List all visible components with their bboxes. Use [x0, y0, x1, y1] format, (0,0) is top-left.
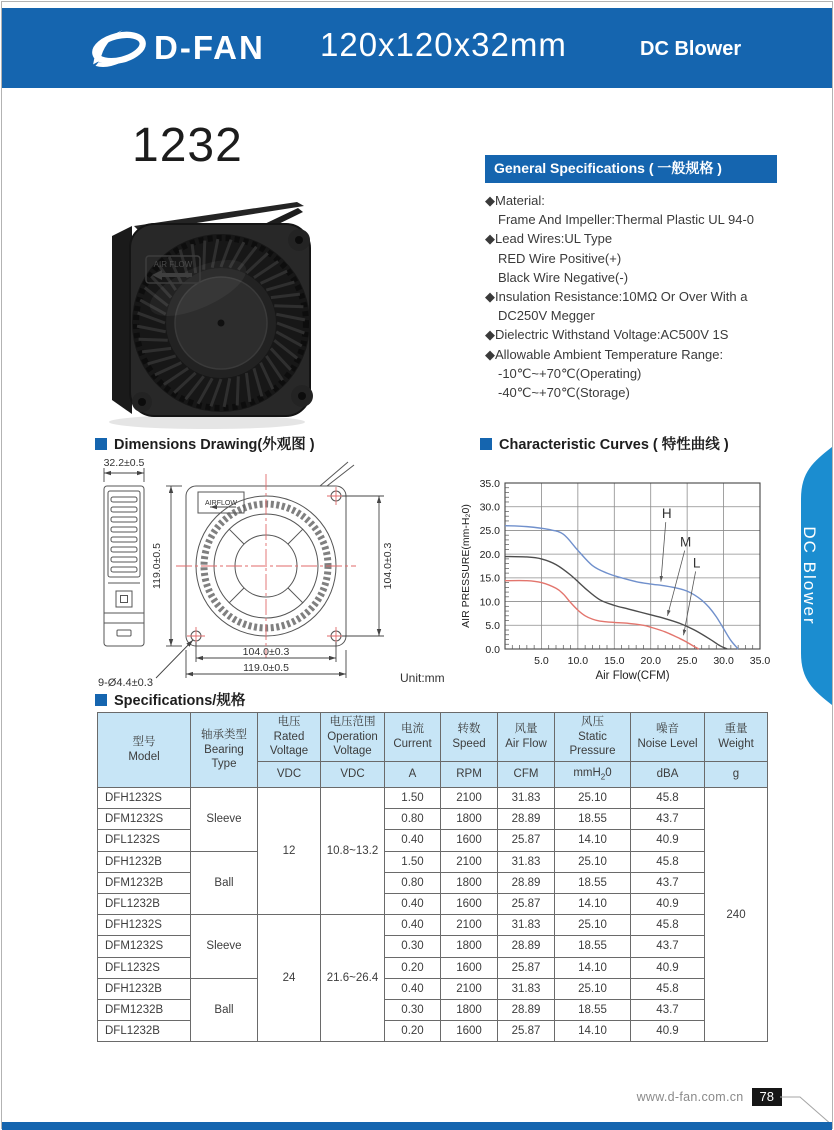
table-unit-cell: mmH$_2$0	[555, 762, 631, 788]
dim-height: 119.0±0.5	[151, 543, 163, 589]
svg-text:AIR FLOW: AIR FLOW	[153, 260, 193, 269]
table-cell: 25.87	[498, 830, 555, 851]
table-cell: 1600	[441, 1021, 498, 1042]
curve-label-H: H	[661, 506, 672, 522]
table-cell: DFM1232B	[98, 999, 191, 1020]
general-specifications-section	[485, 155, 777, 402]
table-cell: 25.87	[498, 1021, 555, 1042]
side-view	[104, 486, 144, 646]
table-cell: 0.40	[385, 978, 441, 999]
table-cell: Sleeve	[191, 788, 258, 852]
front-view	[186, 462, 354, 646]
table-cell: 0.20	[385, 1021, 441, 1042]
table-cell: 14.10	[555, 1021, 631, 1042]
table-cell: Sleeve	[191, 915, 258, 979]
model-number-title: 1232	[132, 119, 243, 172]
table-cell: 31.83	[498, 851, 555, 872]
table-cell: 25.10	[555, 915, 631, 936]
table-cell: 24	[258, 915, 321, 1042]
x-tick-label: 35.0	[749, 655, 770, 667]
product-type-label: DC Blower	[640, 38, 742, 60]
table-unit-cell: g	[705, 762, 768, 788]
curves-heading-label: Characteristic Curves ( 特性曲线 )	[499, 437, 729, 453]
table-header-row	[98, 713, 768, 762]
dimensions-section-heading	[95, 433, 315, 454]
table-cell: 14.10	[555, 830, 631, 851]
y-tick-label: 20.0	[479, 548, 500, 561]
table-row	[98, 978, 768, 999]
blade	[237, 376, 238, 405]
table-row	[98, 851, 768, 872]
page-footer	[0, 1088, 782, 1106]
spec-item: Frame And Impeller:Thermal Plastic UL 94-0	[498, 212, 755, 228]
table-cell: 14.10	[555, 957, 631, 978]
spec-item: -10℃~+70℃(Operating)	[498, 365, 642, 381]
table-cell: Ball	[191, 851, 258, 915]
curve-label-arrow-M	[667, 551, 684, 616]
table-cell: 45.8	[631, 978, 705, 999]
center-lines	[176, 474, 356, 658]
table-cell: 1.50	[385, 788, 441, 809]
general-specifications-list	[485, 191, 777, 402]
table-cell: 31.83	[498, 978, 555, 999]
table-cell: DFM1232B	[98, 872, 191, 893]
table-cell: 14.10	[555, 893, 631, 914]
table-unit-cell: RPM	[441, 762, 498, 788]
y-tick-label: 30.0	[479, 501, 500, 514]
x-tick-label: 15.0	[604, 655, 625, 667]
table-cell: 40.9	[631, 830, 705, 851]
table-cell: 1600	[441, 893, 498, 914]
website-url: www.d-fan.com.cn	[636, 1090, 744, 1104]
table-header-cell: 转数 Speed	[441, 713, 498, 762]
product-photo	[92, 196, 320, 432]
blade	[274, 306, 303, 307]
y-axis-label: AIR PRESSURE(mm-H₂0)	[460, 504, 472, 628]
table-header-cell: 重量 Weight	[705, 713, 768, 762]
table-cell: 43.7	[631, 809, 705, 830]
dimensions-drawing	[90, 452, 462, 694]
brand	[88, 26, 265, 70]
table-cell: DFM1232S	[98, 809, 191, 830]
table-cell: 12	[258, 788, 321, 915]
section-bullet-icon	[95, 438, 107, 450]
table-cell: DFH1232B	[98, 978, 191, 999]
side-tab-label: DC Blower	[800, 526, 819, 626]
table-cell: 1800	[441, 936, 498, 957]
table-cell: 0.20	[385, 957, 441, 978]
table-cell: 10.8~13.2	[321, 788, 385, 915]
chart-ticks	[505, 488, 753, 649]
table-cell: 0.40	[385, 830, 441, 851]
table-cell: 1600	[441, 957, 498, 978]
unit-label: Unit:mm	[400, 671, 445, 685]
table-cell: 2100	[441, 788, 498, 809]
table-cell: 18.55	[555, 999, 631, 1020]
spec-item: ◆Lead Wires:UL Type	[485, 231, 613, 247]
spec-item: -40℃~+70℃(Storage)	[498, 385, 630, 401]
x-tick-label: 30.0	[713, 655, 734, 667]
table-header-cell: 轴承类型 Bearing Type	[191, 713, 258, 788]
specifications-heading-label: Specifications/规格	[114, 693, 246, 709]
section-bullet-icon	[480, 438, 492, 450]
table-cell: 25.87	[498, 957, 555, 978]
chart-curves	[505, 522, 738, 649]
table-cell: 18.55	[555, 809, 631, 830]
table-unit-cell: VDC	[321, 762, 385, 788]
dim-hole-pitch-v: 104.0±0.3	[382, 542, 394, 590]
y-tick-label: 35.0	[479, 477, 500, 490]
curves-section-heading	[480, 433, 729, 454]
dim-side-width: 32.2±0.5	[103, 457, 145, 469]
dimensions-heading-label: Dimensions Drawing(外观图 )	[114, 437, 315, 453]
x-tick-label: 20.0	[640, 655, 661, 667]
table-cell: 0.30	[385, 999, 441, 1020]
brand-logo-icon	[88, 26, 150, 70]
table-header-cell: 型号 Model	[98, 713, 191, 788]
curve-H	[505, 526, 738, 649]
table-cell: 1.50	[385, 851, 441, 872]
y-tick-label: 5.0	[485, 620, 500, 633]
table-cell: 0.80	[385, 872, 441, 893]
table-cell: 25.10	[555, 788, 631, 809]
table-cell: 43.7	[631, 872, 705, 893]
table-unit-cell: A	[385, 762, 441, 788]
table-cell: 28.89	[498, 809, 555, 830]
table-cell: 0.40	[385, 893, 441, 914]
table-header-cell: 电流 Current	[385, 713, 441, 762]
curve-label-arrow-H	[661, 522, 666, 582]
spec-item: RED Wire Positive(+)	[498, 250, 622, 266]
table-cell: 25.87	[498, 893, 555, 914]
table-header-cell: 电压 Rated Voltage	[258, 713, 321, 762]
page-header	[2, 8, 832, 88]
table-cell: DFL1232B	[98, 893, 191, 914]
table-cell: 2100	[441, 851, 498, 872]
table-cell: 45.8	[631, 915, 705, 936]
bottom-accent-bar	[2, 1122, 832, 1130]
table-cell: 43.7	[631, 999, 705, 1020]
dim-width: 119.0±0.5	[243, 662, 289, 674]
table-cell: 0.30	[385, 936, 441, 957]
table-cell: 31.83	[498, 915, 555, 936]
spec-item: DC250V Megger	[498, 308, 595, 324]
dim-hole-pitch-h: 104.0±0.3	[242, 646, 290, 658]
curve-label-M: M	[680, 534, 692, 550]
x-tick-label: 5.0	[534, 655, 549, 667]
table-cell: 1800	[441, 872, 498, 893]
table-cell: DFL1232S	[98, 957, 191, 978]
table-cell: 28.89	[498, 999, 555, 1020]
table-unit-cell: dBA	[631, 762, 705, 788]
table-cell: 40.9	[631, 957, 705, 978]
spec-item: ◆Insulation Resistance:10MΩ Or Over With a	[485, 289, 748, 305]
x-axis-label: Air Flow(CFM)	[595, 670, 670, 682]
size-title: 120x120x32mm	[320, 26, 567, 63]
specifications-table	[97, 712, 768, 1042]
table-cell: 1600	[441, 830, 498, 851]
table-cell: 25.10	[555, 851, 631, 872]
blade	[139, 339, 168, 340]
table-cell: 21.6~26.4	[321, 915, 385, 1042]
table-cell: 18.55	[555, 936, 631, 957]
table-row	[98, 915, 768, 936]
spec-item: ◆Material:	[485, 193, 545, 208]
table-cell: Ball	[191, 978, 258, 1042]
table-row	[98, 788, 768, 809]
general-specifications-title: General Specifications ( 一般规格 )	[485, 155, 777, 183]
curve-label-L: L	[692, 555, 701, 571]
spec-item: Black Wire Negative(-)	[498, 269, 629, 285]
table-cell: DFL1232B	[98, 1021, 191, 1042]
table-cell: 28.89	[498, 872, 555, 893]
page-number-badge: 78	[752, 1088, 782, 1106]
table-cell: 40.9	[631, 1021, 705, 1042]
table-header-cell: 电压范围 Operation Voltage	[321, 713, 385, 762]
table-cell: DFH1232B	[98, 851, 191, 872]
curve-L	[505, 581, 699, 649]
brand-name: D-FAN	[154, 29, 265, 66]
table-cell: 31.83	[498, 788, 555, 809]
table-header-cell: 噪音 Noise Level	[631, 713, 705, 762]
table-cell: 25.10	[555, 978, 631, 999]
table-header-cell: 风量 Air Flow	[498, 713, 555, 762]
table-cell: 43.7	[631, 936, 705, 957]
dimension-labels	[98, 457, 445, 689]
table-cell: 0.40	[385, 915, 441, 936]
table-cell: 2100	[441, 915, 498, 936]
y-tick-label: 10.0	[479, 596, 500, 609]
table-cell: 45.8	[631, 851, 705, 872]
table-cell: 1800	[441, 809, 498, 830]
table-cell: 28.89	[498, 936, 555, 957]
table-cell: 45.8	[631, 788, 705, 809]
x-tick-label: 10.0	[567, 655, 589, 667]
section-bullet-icon	[95, 694, 107, 706]
table-unit-cell: VDC	[258, 762, 321, 788]
table-cell: 2100	[441, 978, 498, 999]
spec-item: ◆Dielectric Withstand Voltage:AC500V 1S	[485, 327, 729, 343]
table-cell: 18.55	[555, 872, 631, 893]
table-cell: DFL1232S	[98, 830, 191, 851]
side-tab	[786, 447, 832, 705]
spec-item: ◆Allowable Ambient Temperature Range:	[485, 346, 724, 362]
x-tick-label: 25.0	[676, 655, 698, 667]
y-tick-label: 0.0	[485, 643, 500, 656]
table-unit-cell: CFM	[498, 762, 555, 788]
table-cell: DFH1232S	[98, 915, 191, 936]
y-tick-label: 25.0	[479, 525, 500, 538]
dim-holes: 9-Ø4.4±0.3	[98, 677, 153, 689]
table-cell: 40.9	[631, 893, 705, 914]
y-tick-label: 15.0	[479, 572, 500, 585]
table-cell: 240	[705, 788, 768, 1042]
table-cell: DFH1232S	[98, 788, 191, 809]
table-cell: 1800	[441, 999, 498, 1020]
table-cell: DFM1232S	[98, 936, 191, 957]
table-header-cell: 风压 Static Pressure	[555, 713, 631, 762]
table-cell: 0.80	[385, 809, 441, 830]
characteristic-curves-chart	[458, 467, 770, 685]
airflow-label: AIRFLOW	[205, 500, 237, 507]
